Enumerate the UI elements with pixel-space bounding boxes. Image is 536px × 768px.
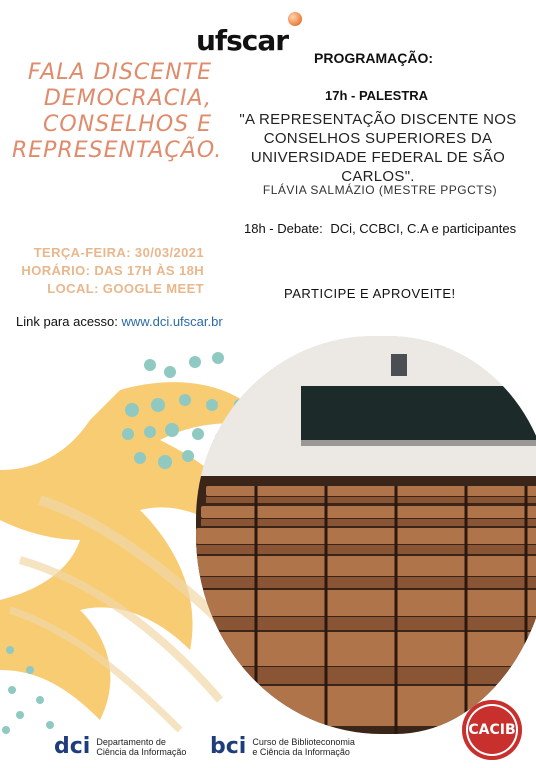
call-to-action: PARTICIPE E APROVEITE!	[284, 286, 456, 301]
info-time: HORÁRIO: DAS 17H ÀS 18H	[21, 263, 204, 278]
dci-caption-line: Departamento de	[96, 736, 166, 747]
speaker-box	[391, 354, 407, 376]
dci-caption	[96, 737, 186, 757]
dci-logo	[54, 734, 186, 759]
slot2-time: 18h - Debate:	[244, 221, 323, 236]
title-line: CONSELHOS E	[43, 112, 212, 137]
dci-caption-line: Ciência da Informação	[96, 746, 187, 757]
slot1-label: 17h - PALESTRA	[325, 88, 429, 103]
blackboard	[301, 386, 536, 441]
event-title	[12, 60, 223, 164]
dci-mark: dci	[54, 734, 91, 759]
access-link[interactable]: www.dci.ufscar.br	[121, 314, 223, 329]
info-location: LOCAL: GOOGLE MEET	[47, 281, 204, 296]
bci-caption-line: e Ciência da Informação	[252, 746, 350, 757]
talk-title: "A REPRESENTAÇÃO DISCENTE NOS CONSELHOS SUPERIORES DA UNIVERSIDADE FEDERAL DE SÃO CARLOS".	[239, 111, 517, 185]
access-label: Link para acesso:	[16, 314, 118, 329]
cacib-logo: CACIB	[462, 700, 522, 760]
speaker: FLÁVIA SALMÁZIO (MESTRE PPGCTS)	[262, 183, 498, 197]
bci-mark: bci	[210, 734, 247, 759]
title-line: DEMOCRACIA,	[43, 86, 212, 111]
bci-caption	[252, 737, 355, 757]
access-line	[16, 314, 223, 329]
orange-orb-icon	[288, 12, 302, 26]
bci-caption-line: Curso de Biblioteconomia	[252, 736, 355, 747]
program-heading: PROGRAMAÇÃO:	[314, 50, 433, 66]
title-line: REPRESENTAÇÃO.	[12, 138, 223, 163]
bci-logo	[210, 734, 355, 759]
info-date: TERÇA-FEIRA: 30/03/2021	[33, 245, 204, 260]
slot2-text: DCi, CCBCI, C.A e participantes	[330, 221, 517, 236]
ufscar-logo	[196, 6, 308, 64]
slot2	[244, 221, 516, 236]
event-info	[12, 244, 204, 298]
ufscar-logo-text: ufscar	[196, 24, 289, 57]
title-line: FALA DISCENTE	[27, 60, 212, 85]
